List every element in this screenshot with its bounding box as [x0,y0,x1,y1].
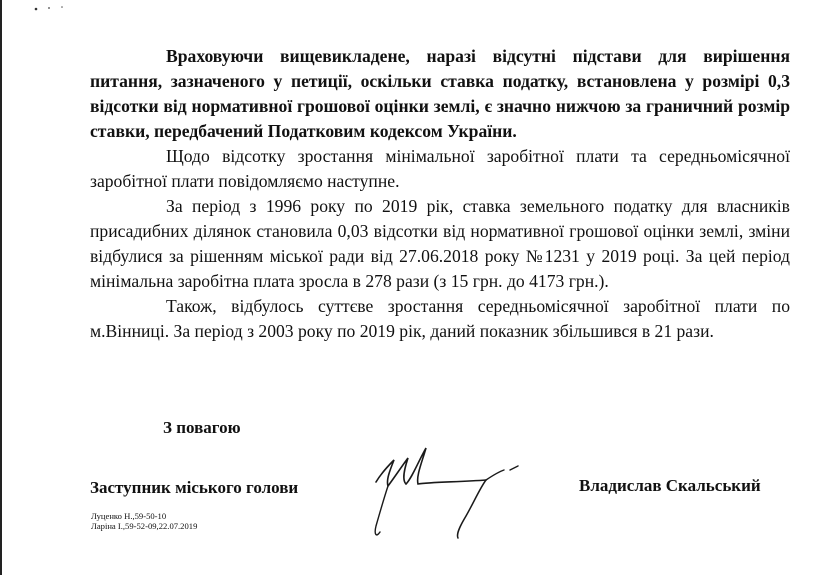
paragraph-wage-intro: Щодо відсотку зростання мінімальної заробітної плати та середньомісячної заробітної плати повідомляємо наступне. [90,146,790,191]
executors-block [91,511,197,531]
paragraph-land-tax-history: За період з 1996 року по 2019 рік, ставка земельного податку для власників присадибних ділянок становила 0,03 відсотки від нормативної грошової оцінки землі, зміни відбулися за рішенням міської ради від 27.06.2018 року №1231 у 2019 році. За цей період мінімальна заробітна плата зросла в 278 рази (з 15 грн. до 4173 грн.). [90,196,790,291]
handwritten-signature [368,442,538,542]
paragraph-conclusion: Враховуючи вищевикладене, наразі відсутні підстави для вирішення питання, зазначеного у петиції, оскільки ставка податку, встановлена у розмірі 0,3 відсотки від нормативної грошової оцінки землі, є значно нижчою за граничний розмір ставки, передбачений Податковим кодексом України. [90,46,790,141]
executor-line: Луценко Н.,59-50-10 [91,511,167,521]
signatory-name: Владислав Скальський [579,476,761,495]
paragraph-average-wage: Також, відбулось суттєве зростання середньомісячної заробітної плати по м.Вінниці. За період з 2003 року по 2019 рік, даний показник збільшився в 21 рази. [90,296,790,341]
executor-line: Ларіна І.,59-52-09,22.07.2019 [91,521,198,531]
letter-body [90,44,790,344]
scan-artifact-marks [34,4,74,12]
closing-regards: З повагою [163,418,241,437]
signatory-position: Заступник міського голови [90,478,299,497]
page-edge-line [0,0,2,575]
